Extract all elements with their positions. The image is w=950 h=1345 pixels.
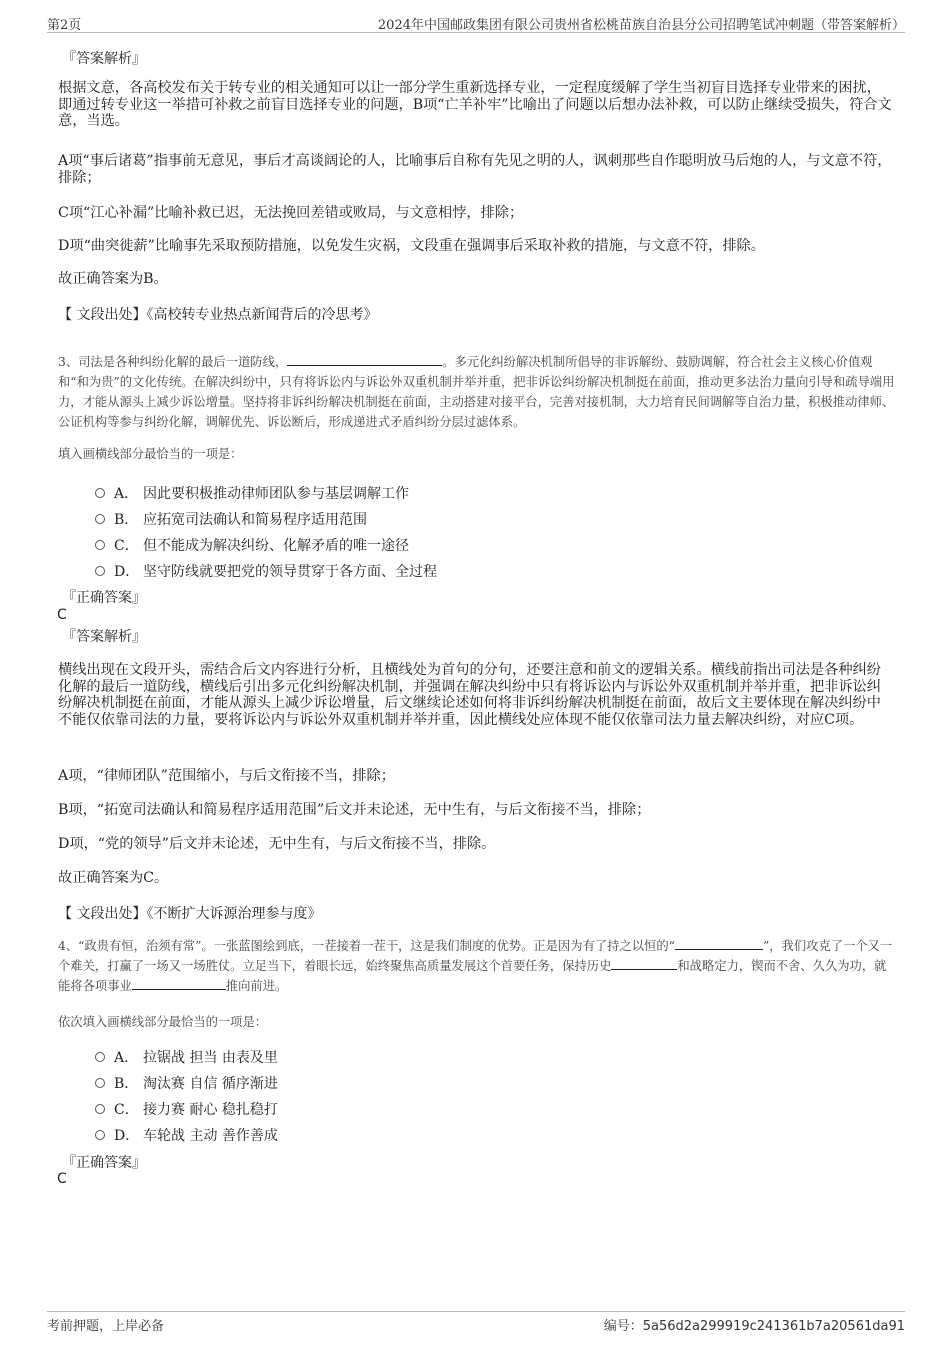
q3-analysis-conclusion: 故正确答案为C。	[58, 870, 169, 886]
q3-source: 【 文段出处】《不断扩大诉源治理参与度》	[58, 906, 322, 922]
q3-analysis-p2: A项，“律师团队”范围缩小，与后文衔接不当，排除；	[58, 768, 395, 784]
footer-code	[604, 1315, 905, 1334]
option-text: 因此要积极推动律师团队参与基层调解工作	[143, 486, 409, 502]
q4-correct-answer: C	[57, 1171, 67, 1187]
option-letter: D．	[114, 1128, 140, 1144]
q4-blank-1	[675, 937, 763, 950]
option-text: 车轮战 主动 善作善成	[143, 1128, 278, 1144]
q3-stem-rest: 。多元化纠纷解决机制所倡导的非诉解纷、鼓励调解，符合社会主义核心价值观和“和为贵”的文化传统。在解决纠纷中，只有将诉讼内与诉讼外双重机制并举并重，把非诉讼纠纷解决机制挺在前面，推动更多法治力量向引导和疏导端用力，才能从源头上减少诉讼增量。坚持将非诉纠纷解决机制挺在前面，主动搭建对接平台，完善对接机制，大力培育民间调解等自治力量，积极推动律师、公证机构等参与纠纷化解，调解优先、诉讼断后，形成递进式矛盾纠纷分层过滤体系。	[58, 355, 895, 429]
q2-analysis-p3: C项“江心补漏”比喻补救已迟，无法挽回差错或败局，与文意相悖，排除；	[58, 205, 524, 221]
q3-blank	[287, 353, 442, 366]
option-letter: A．	[114, 486, 139, 502]
q2-analysis-p2: A项“事后诸葛”指事前无意见，事后才高谈阔论的人，比喻事后自称有先见之明的人，讽刺那些自作聪明放马后炮的人，与文意不符，排除；	[58, 153, 892, 186]
page-number: 第2页	[47, 18, 82, 33]
q3-prompt: 填入画横线部分最恰当的一项是：	[58, 447, 243, 461]
option-letter: C．	[114, 538, 139, 554]
radio-icon[interactable]	[95, 566, 105, 576]
q3-stem-start: 3、司法是各种纠纷化解的最后一道防线，	[58, 355, 288, 369]
q3-analysis-p4: D项，“党的领导”后文并未论述，无中生有，与后文衔接不当，排除。	[58, 836, 496, 852]
option-letter: B．	[114, 1076, 139, 1092]
q3-analysis-label: 『答案解析』	[62, 629, 146, 645]
q2-source: 【 文段出处】《高校转专业热点新闻背后的冷思考》	[58, 307, 378, 323]
q4-stem-part4: 推向前进。	[225, 979, 288, 993]
footer-code-label: 编号：	[603, 1319, 643, 1334]
radio-icon[interactable]	[95, 1078, 105, 1088]
radio-icon[interactable]	[95, 1104, 105, 1114]
q4-correct-label: 『正确答案』	[62, 1155, 146, 1171]
q4-stem-part1: 4、“政贵有恒，治须有常”。一张蓝图绘到底，一茬接着一茬干，这是我们制度的优势。正是因为有了持之以恒的“	[58, 939, 675, 953]
footer-slogan: 考前押题，上岸必备	[47, 1319, 165, 1334]
q3-analysis-p3: B项，“拓宽司法确认和简易程序适用范围”后文并未论述，无中生有，与后文衔接不当，排除；	[58, 802, 651, 818]
option-text: 淘汰赛 自信 循序渐进	[143, 1076, 278, 1092]
footer-code-value: 5a56d2a299919c241361b7a20561da91	[642, 1319, 905, 1334]
radio-icon[interactable]	[95, 514, 105, 524]
q4-blank-2	[611, 957, 677, 970]
option-letter: B．	[114, 512, 139, 528]
q2-analysis-conclusion: 故正确答案为B。	[58, 271, 168, 287]
radio-icon[interactable]	[95, 540, 105, 550]
option-text: 但不能成为解决纠纷、化解矛盾的唯一途径	[143, 538, 409, 554]
option-text: 接力赛 耐心 稳扎稳打	[143, 1102, 278, 1118]
q4-stem-part2: ”，我们攻克了一个又一个难关，打赢了一场又一场胜仗。立足当下，着眼长远，始终聚焦高质量发展这个首要任务，保持历史	[58, 939, 893, 973]
option-text: 拉锯战 担当 由表及里	[143, 1050, 278, 1066]
document-title: 2024年中国邮政集团有限公司贵州省松桃苗族自治县分公司招聘笔试冲刺题（带答案解析）	[377, 18, 905, 33]
radio-icon[interactable]	[95, 488, 105, 498]
q4-prompt: 依次填入画横线部分最恰当的一项是：	[58, 1015, 268, 1029]
option-text: 应拓宽司法确认和简易程序适用范围	[143, 512, 367, 528]
q2-analysis-label: 『答案解析』	[62, 51, 146, 67]
option-letter: C．	[114, 1102, 139, 1118]
option-letter: D．	[114, 564, 140, 580]
q3-correct-label: 『正确答案』	[62, 590, 146, 606]
page-footer	[47, 1311, 905, 1336]
q4-blank-3	[132, 977, 226, 990]
page-header	[47, 12, 905, 33]
radio-icon[interactable]	[95, 1130, 105, 1140]
option-text: 坚守防线就要把党的领导贯穿于各方面、全过程	[143, 564, 437, 580]
option-letter: A．	[114, 1050, 139, 1066]
radio-icon[interactable]	[95, 1052, 105, 1062]
q3-correct-answer: C	[57, 607, 67, 623]
q4-stem	[58, 936, 898, 996]
q3-stem	[58, 352, 898, 432]
q2-analysis-p1: 根据文意，各高校发布关于转专业的相关通知可以让一部分学生重新选择专业，一定程度缓解了学生当初盲目选择专业带来的困扰，即通过转专业这一举措可补救之前盲目选择专业的问题，B项“亡羊补牢”比喻出了问题以后想办法补救，可以防止继续受损失，符合文意，当选。	[58, 80, 892, 129]
q3-analysis-p1: 横线出现在文段开头，需结合后文内容进行分析，且横线处为首句的分句，还要注意和前文的逻辑关系。横线前指出司法是各种纠纷化解的最后一道防线，横线后引出多元化纠纷解决机制，并强调在解决纠纷中只有将诉讼内与诉讼外双重机制并举并重，把非诉讼纠纷解决机制挺在前面，才能从源头上减少诉讼增量，后文继续论述如何将非诉纠纷解决机制挺在前面，故后文主要体现在解决纠纷中不能仅依靠司法的力量，要将诉讼内与诉讼外双重机制并举并重，因此横线处应体现不能仅依靠司法力量去解决纠纷，对应C项。	[58, 662, 881, 728]
q4-stem-part3: 和战略定力，锲而不舍、久久为功，就能将各项事业	[58, 959, 887, 993]
q2-analysis-p4: D项“曲突徙薪”比喻事先采取预防措施，以免发生灾祸，文段重在强调事后采取补救的措施，与文意不符，排除。	[58, 238, 765, 254]
